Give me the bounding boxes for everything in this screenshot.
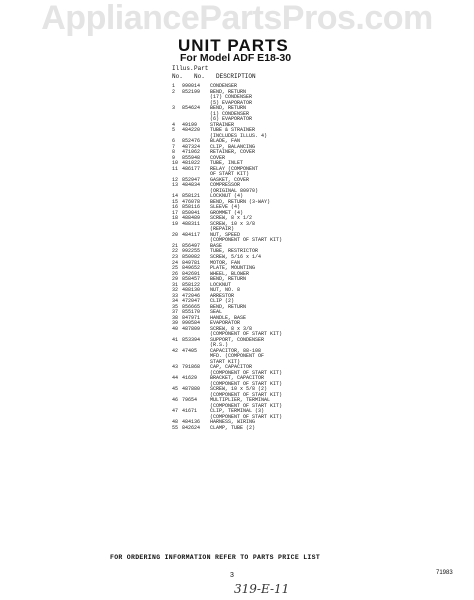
part-number: 79654: [182, 397, 198, 404]
page-title: UNIT PARTS: [178, 36, 289, 55]
part-number: 847971: [182, 314, 201, 321]
part-illus-number: 38: [172, 314, 179, 321]
part-description: MULTIPLIER, TERMINAL: [210, 397, 271, 404]
part-description: BLADE, FAN: [210, 138, 241, 145]
part-number: 992255: [182, 248, 201, 255]
part-description: SLEEVE (4): [210, 204, 241, 211]
part-number: 472046: [182, 292, 201, 299]
part-description: SEAL: [210, 309, 223, 316]
part-number: 481022: [182, 160, 201, 167]
part-illus-number: 43: [172, 364, 179, 371]
part-description: TUBE, RESTRICTOR: [210, 248, 259, 255]
part-number: 856497: [182, 242, 201, 249]
document-code: 71983: [436, 570, 453, 576]
part-description: (COMPONENT OF START KIT): [210, 237, 283, 244]
part-description: NUT, NO. 8: [210, 287, 241, 294]
part-number: 484834: [182, 182, 201, 189]
part-description: SCREW, 8 x 3/8: [210, 325, 253, 332]
part-number: 858122: [182, 281, 201, 288]
part-number: 850082: [182, 253, 201, 260]
part-description: MFD. (COMPONENT OF: [210, 353, 265, 360]
part-number: 990584: [182, 320, 201, 327]
part-illus-number: 48: [172, 419, 179, 426]
part-description: HARNESS, WIRING: [210, 419, 256, 426]
part-description: PLATE, MOUNTING: [210, 265, 256, 272]
part-illus-number: 19: [172, 220, 179, 227]
part-illus-number: 7: [172, 143, 176, 150]
part-number: 858116: [182, 204, 201, 211]
part-description: (17) CONDENSER: [210, 94, 253, 101]
part-number: 471062: [182, 149, 201, 156]
part-number: 791868: [182, 364, 201, 371]
part-description: (R.S.): [210, 342, 229, 349]
header-illus-no: No.: [172, 73, 183, 80]
part-illus-number: 25: [172, 265, 179, 272]
part-number: 854624: [182, 105, 201, 112]
part-description: BASE: [210, 242, 223, 249]
part-description: WHEEL, BLOWER: [210, 270, 250, 277]
part-illus-number: 45: [172, 386, 179, 393]
part-number: 472047: [182, 298, 201, 305]
part-number: 855170: [182, 309, 201, 316]
part-number: 849781: [182, 259, 201, 266]
part-description: SUPPORT, CONDENSER: [210, 336, 265, 343]
watermark: AppliancePartsPros.com: [41, 0, 433, 37]
part-number: 858457: [182, 276, 201, 283]
header-illus: Illus.: [172, 65, 194, 72]
part-description: TUBE & STRAINER: [210, 127, 256, 134]
part-illus-number: 10: [172, 160, 179, 167]
part-description: SCREW, 10 x 3/8: [210, 220, 256, 227]
part-illus-number: 13: [172, 182, 179, 189]
part-illus-number: 12: [172, 176, 179, 183]
part-description: CAPACITOR, 88-108: [210, 347, 262, 354]
part-illus-number: 31: [172, 281, 179, 288]
part-illus-number: 11: [172, 165, 179, 172]
part-description: RETAINER, COVER: [210, 149, 256, 156]
part-description: RELAY (COMPONENT: [210, 165, 259, 172]
part-number: 842624: [182, 424, 201, 431]
header-description: DESCRIPTION: [216, 73, 256, 80]
part-illus-number: 26: [172, 270, 179, 277]
model-subtitle: For Model ADF E18-30: [180, 52, 292, 64]
part-number: 487324: [182, 143, 201, 150]
part-description: (REPAIR): [210, 226, 235, 233]
part-description: BEND, RETURN: [210, 303, 247, 310]
part-number: 856665: [182, 303, 201, 310]
part-illus-number: 41: [172, 336, 179, 343]
part-description: SCREW, 10 x 5/8 (2): [210, 386, 268, 393]
part-description: (COMPONENT OF START KIT): [210, 380, 283, 387]
part-number: 47405: [182, 347, 198, 354]
part-illus-number: 4: [172, 121, 176, 128]
part-description: GASKET, COVER: [210, 176, 250, 183]
part-illus-number: 55: [172, 424, 179, 431]
part-description: STRAINER: [210, 121, 235, 128]
part-description: NUT, SPEED: [210, 231, 241, 238]
part-illus-number: 44: [172, 375, 179, 382]
part-description: COMPRESSOR: [210, 182, 241, 189]
part-row: [172, 426, 312, 432]
part-description: START KIT): [210, 358, 241, 365]
part-number: 853394: [182, 336, 201, 343]
part-illus-number: 35: [172, 303, 179, 310]
part-description: LOCKNUT: [210, 281, 232, 288]
part-illus-number: 22: [172, 248, 179, 255]
part-illus-number: 42: [172, 347, 179, 354]
part-description: (COMPONENT OF START KIT): [210, 331, 283, 338]
part-description: CONDENSER: [210, 83, 238, 89]
part-description: (5) EVAPORATOR: [210, 99, 253, 106]
part-number: 41629: [182, 375, 198, 382]
part-illus-number: 21: [172, 242, 179, 249]
part-number: 852947: [182, 176, 201, 183]
part-number: 484117: [182, 231, 201, 238]
part-description: (INCLUDES ILLUS. 4): [210, 132, 268, 139]
part-description: (COMPONENT OF START KIT): [210, 402, 283, 409]
part-description: COVER: [210, 154, 226, 161]
part-number: 487880: [182, 386, 201, 393]
part-illus-number: 47: [172, 408, 179, 415]
part-illus-number: 14: [172, 193, 179, 200]
part-number: 487809: [182, 325, 201, 332]
part-illus-number: 5: [172, 127, 176, 134]
page-number: 3: [230, 572, 234, 579]
part-illus-number: 40: [172, 325, 179, 332]
part-description: (COMPONENT OF START KIT): [210, 369, 283, 376]
part-description: CAP, CAPACITOR: [210, 364, 253, 371]
part-illus-number: 32: [172, 287, 179, 294]
part-description: TUBE, INLET: [210, 160, 244, 167]
part-illus-number: 39: [172, 320, 179, 327]
part-number: 990014: [182, 83, 201, 89]
header-part: Part: [194, 65, 209, 72]
part-illus-number: 1: [172, 83, 176, 89]
part-description: HANDLE, BASE: [210, 314, 247, 321]
part-description: BEND, RETURN: [210, 276, 247, 283]
part-illus-number: 37: [172, 309, 179, 316]
part-description: BRACKET, CAPACITOR: [210, 375, 265, 382]
part-illus-number: 17: [172, 209, 179, 216]
part-description: OF START KIT): [210, 171, 250, 178]
part-description: EVAPORATOR: [210, 320, 241, 327]
part-description: BEND, RETURN: [210, 105, 247, 112]
handwritten-note: 319-E-11: [234, 582, 290, 596]
part-illus-number: 46: [172, 397, 179, 404]
part-illus-number: 18: [172, 215, 179, 222]
part-number: 852199: [182, 88, 201, 95]
part-illus-number: 24: [172, 259, 179, 266]
part-number: 488130: [182, 287, 201, 294]
header-part-no: No.: [194, 73, 205, 80]
part-illus-number: 2: [172, 88, 176, 95]
part-description: ARRESTOR: [210, 292, 235, 299]
part-illus-number: 15: [172, 198, 179, 205]
part-description: (1) CONDENSER: [210, 110, 250, 117]
part-number: 852476: [182, 138, 201, 145]
part-description: CLAMP, TUBE (2): [210, 424, 256, 431]
part-description: SCREW, 5/16 x 1/4: [210, 253, 262, 260]
part-number: 476078: [182, 198, 201, 205]
part-illus-number: 33: [172, 292, 179, 299]
part-description: GROMMET (4): [210, 209, 244, 216]
parts-list: [172, 84, 312, 431]
part-illus-number: 9: [172, 154, 176, 161]
part-description: MOTOR, FAN: [210, 259, 241, 266]
part-number: 488489: [182, 215, 201, 222]
part-illus-number: 23: [172, 253, 179, 260]
part-number: 41671: [182, 408, 198, 415]
part-description: CLIP, TERMINAL (3): [210, 408, 265, 415]
part-description: (COMPONENT OF START KIT): [210, 391, 283, 398]
part-illus-number: 16: [172, 204, 179, 211]
part-number: 849652: [182, 265, 201, 272]
part-description: BEND, RETURN: [210, 88, 247, 95]
part-number: 49199: [182, 121, 198, 128]
part-number: 486177: [182, 165, 201, 172]
part-illus-number: 3: [172, 105, 176, 112]
part-illus-number: 29: [172, 276, 179, 283]
part-description: CLIP, BALANCING: [210, 143, 256, 150]
part-illus-number: 20: [172, 231, 179, 238]
part-description: BEND, RETURN (3-WAY): [210, 198, 271, 205]
part-description: (COMPONENT OF START KIT): [210, 413, 283, 420]
part-number: 842691: [182, 270, 201, 277]
part-illus-number: 8: [172, 149, 176, 156]
part-number: 484136: [182, 419, 201, 426]
part-description: (6) EVAPORATOR: [210, 116, 253, 123]
part-number: 484220: [182, 127, 201, 134]
part-description: LOCKNUT (4): [210, 193, 244, 200]
part-illus-number: 34: [172, 298, 179, 305]
ordering-footer: FOR ORDERING INFORMATION REFER TO PARTS PRICE LIST: [110, 554, 321, 561]
part-illus-number: 6: [172, 138, 176, 145]
part-description: CLIP (2): [210, 298, 235, 305]
part-number: 488311: [182, 220, 201, 227]
part-description: (ORIGINAL 80970): [210, 187, 259, 194]
part-description: SCREW, 8 x 1/2: [210, 215, 253, 222]
part-number: 850041: [182, 209, 201, 216]
part-number: 855948: [182, 154, 201, 161]
part-number: 858121: [182, 193, 201, 200]
